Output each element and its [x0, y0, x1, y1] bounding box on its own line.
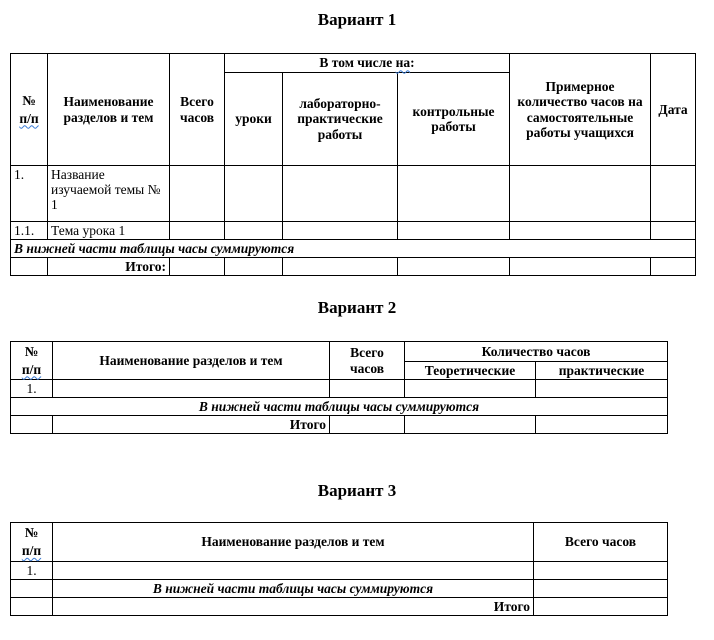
hours-count-header: Количество часов	[405, 342, 668, 362]
num-header: № п/п	[11, 342, 53, 380]
table-row	[11, 562, 668, 580]
total-row	[11, 416, 668, 434]
variant2-table	[10, 341, 668, 434]
lessons-header: уроки	[225, 73, 283, 166]
sum-note: В нижней части таблицы часы суммируются	[11, 240, 696, 258]
total-label: Итого	[53, 416, 330, 434]
total-hours-header: Всего часов	[330, 342, 405, 380]
sum-note: В нижней части таблицы часы суммируются	[53, 580, 534, 598]
total-label: Итого:	[48, 258, 170, 276]
total-row	[11, 258, 696, 276]
num-header: № п/п	[11, 54, 48, 166]
total-label: Итого	[53, 598, 534, 616]
including-header: В том числе на:	[225, 54, 510, 73]
practical-header: практические	[536, 361, 668, 380]
sections-header: Наименование разделов и тем	[53, 523, 534, 562]
row-name: Тема урока 1	[48, 222, 170, 240]
total-row	[11, 598, 668, 616]
self-work-header: Примерное количество часов на самостоятельные работы учащихся	[510, 54, 651, 166]
row-number: 1.1.	[11, 222, 48, 240]
total-hours-header: Всего часов	[534, 523, 668, 562]
date-header: Дата	[651, 54, 696, 166]
variant1-title: Вариант 1	[317, 10, 397, 29]
total-hours-header: Всего часов	[170, 54, 225, 166]
variant2-title: Вариант 2	[317, 298, 397, 317]
num-header: № п/п	[11, 523, 53, 562]
table-row	[11, 222, 696, 240]
row-number: 1.	[11, 562, 53, 580]
theoretical-header: Теоретические	[405, 361, 536, 380]
row-number: 1.	[11, 380, 53, 398]
sum-note: В нижней части таблицы часы суммируются	[11, 398, 668, 416]
variant3-table	[10, 522, 668, 616]
variant1-table	[10, 53, 696, 276]
table-row	[11, 380, 668, 398]
control-header: контрольные работы	[398, 73, 510, 166]
sections-header: Наименование разделов и тем	[53, 342, 330, 380]
lab-header: лабораторно-практические работы	[283, 73, 398, 166]
table-row	[11, 166, 696, 222]
sections-header: Наименование разделов и тем	[48, 54, 170, 166]
variant3-title: Вариант 3	[317, 481, 397, 500]
row-name: Название изучаемой темы № 1	[48, 166, 170, 222]
row-number: 1.	[11, 166, 48, 222]
